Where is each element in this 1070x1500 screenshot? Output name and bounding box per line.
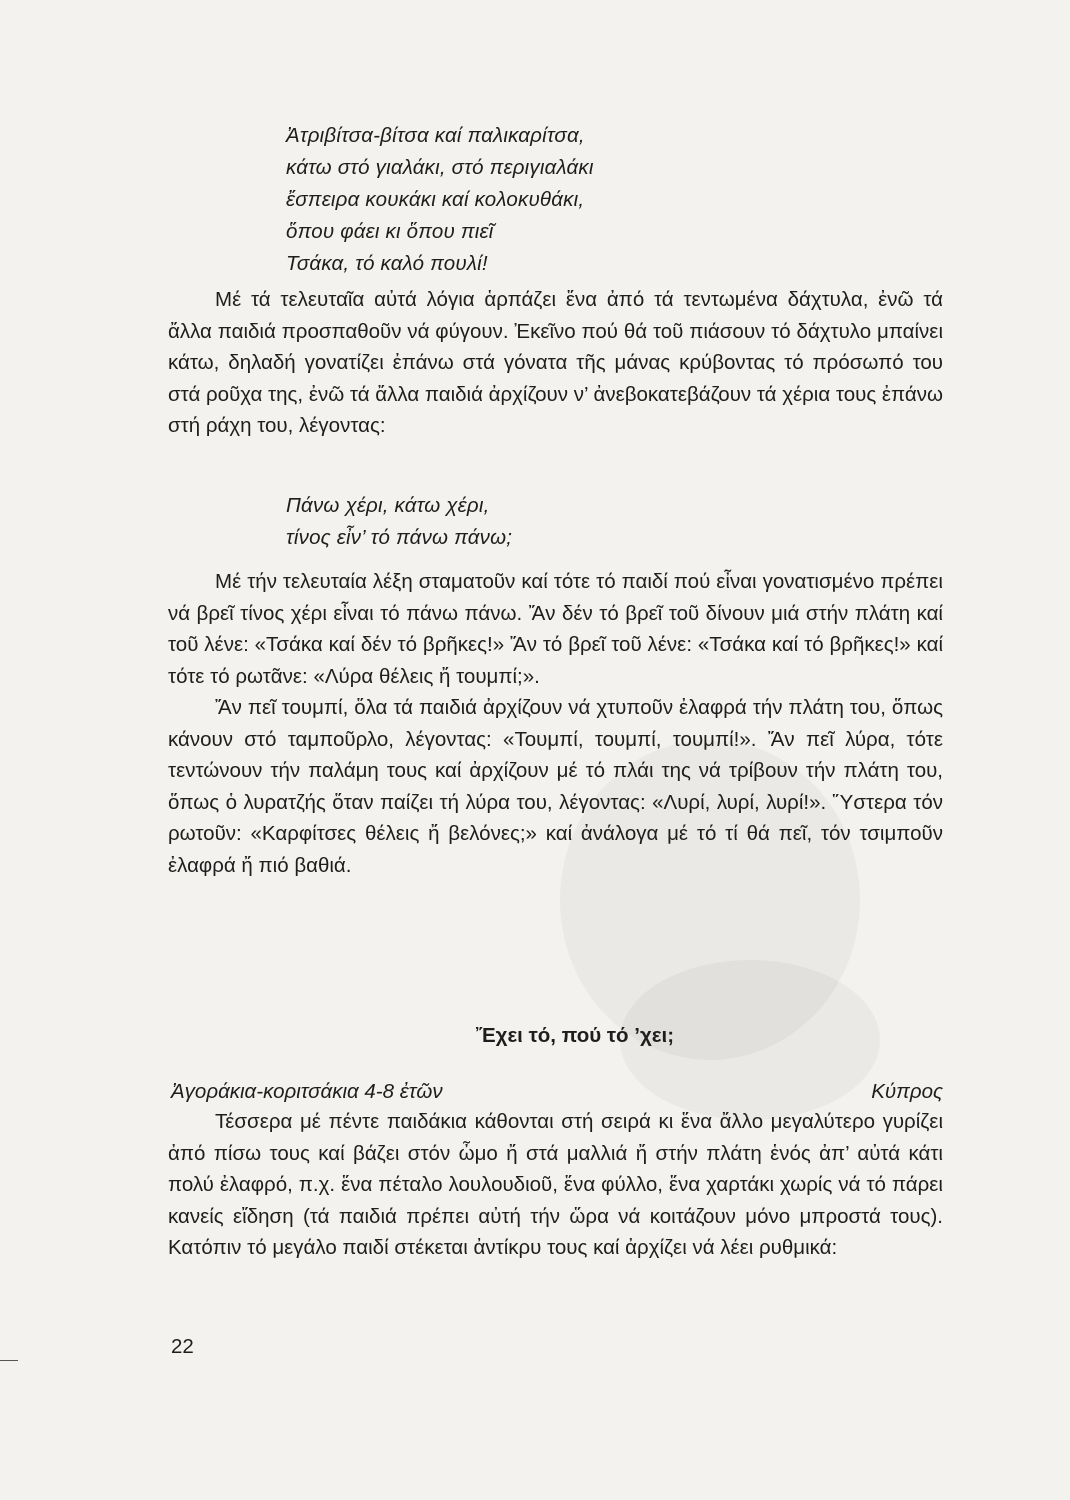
rhyme-line: Ἀτριβίτσα-βίτσα καί παλικαρίτσα, [286,124,585,147]
rhyme-line: κάτω στό γιαλάκι, στό περιγιαλάκι [286,156,594,179]
section-title: Ἔχει τό, πού τό ’χει; [475,1024,675,1047]
rhyme-line: ἔσπειρα κουκάκι καί κολοκυθάκι, [286,188,585,211]
rhyme-line: ὅπου φάει κι ὅπου πιεῖ [286,220,494,243]
paragraph: Μέ τήν τελευταία λέξη σταματοῦν καί τότε τό παιδί πού εἶναι γονατισμένο πρέπει νά βρεῖ τίνος χέρι εἶναι τό πάνω πάνω. Ἄν δέν τό βρεῖ τοῦ δίνουν μιά στήν πλάτη καί τοῦ λένε: «Τσάκα καί δέν τό βρῆκες!» Ἄν τό βρεῖ τοῦ λένε: «Τσάκα καί τό βρῆκες!» καί τότε τό ρωτᾶνε: «Λύρα θέλεις ἤ τουμπί;». [168,570,943,688]
game-meta [171,1080,943,1104]
game-rules-text [168,284,943,442]
game-outcome-text [168,566,943,881]
rhyme-line: Τσάκα, τό καλό πουλί! [286,252,488,275]
page-number: 22 [171,1335,194,1358]
age-group: Ἀγοράκια-κοριτσάκια 4-8 ἐτῶν [171,1080,443,1103]
chant-line: τίνος εἶν’ τό πάνω πάνω; [286,526,513,549]
edge-mark [0,1360,18,1361]
paragraph: Ἄν πεῖ τουμπί, ὅλα τά παιδιά ἀρχίζουν νά χτυποῦν ἐλαφρά τήν πλάτη του, ὅπως κάνουν στό ταμποῦρλο, λέγοντας: «Τουμπί, τουμπί, τουμπί!». Ἄν πεῖ λύρα, τότε τεντώνουν τήν παλάμη τους καί ἀρχίζουν μέ τό πλάι της νά τρίβουν τήν πλάτη του, ὅπως ὁ λυρατζής ὅταν παίζει τή λύρα του, λέγοντας: «Λυρί, λυρί, λυρί!». Ὕστερα τόν ρωτοῦν: «Καρφίτσες θέλεις ἤ βελόνες;» καί ἀνάλογα μέ τό τί θά πεῖ, τόν τσιμποῦν ἐλαφρά ἤ πιό βαθιά. [168,696,943,877]
game-description-text [168,1106,943,1264]
region: Κύπρος [871,1080,943,1103]
paragraph: Τέσσερα μέ πέντε παιδάκια κάθονται στή σειρά κι ἕνα ἄλλο μεγαλύτερο γυρίζει ἀπό πίσω τους καί βάζει στόν ὦμο ἤ στά μαλλιά ἤ στήν πλάτη ἑνός ἀπ’ αὐτά κάτι πολύ ἐλαφρό, π.χ. ἕνα πέταλο λουλουδιοῦ, ἕνα φύλλο, ἕνα χαρτάκι χωρίς νά τό πάρει κανείς εἴδηση (τά παιδιά πρέπει αὐτή τήν ὥρα νά κοιτάζουν μόνο μπροστά τους). Κατόπιν τό μεγάλο παιδί στέκεται ἀντίκρυ τους καί ἀρχίζει νά λέει ρυθμικά: [168,1110,943,1259]
chant-line: Πάνω χέρι, κάτω χέρι, [286,494,490,517]
paragraph: Μέ τά τελευταῖα αὐτά λόγια ἁρπάζει ἕνα ἀπό τά τεντωμένα δάχτυλα, ἐνῶ τά ἄλλα παιδιά προσπαθοῦν νά φύγουν. Ἐκεῖνο πού θά τοῦ πιάσουν τό δάχτυλο μπαίνει κάτω, δηλαδή γονατίζει ἐπάνω στά γόνατα τῆς μάνας κρύβοντας τό πρόσωπό του στά ροῦχα της, ἐνῶ τά ἄλλα παιδιά ἀρχίζουν ν’ ἀνεβοκατεβάζουν τά χέρια τους ἐπάνω στή ράχη του, λέγοντας: [168,288,943,437]
